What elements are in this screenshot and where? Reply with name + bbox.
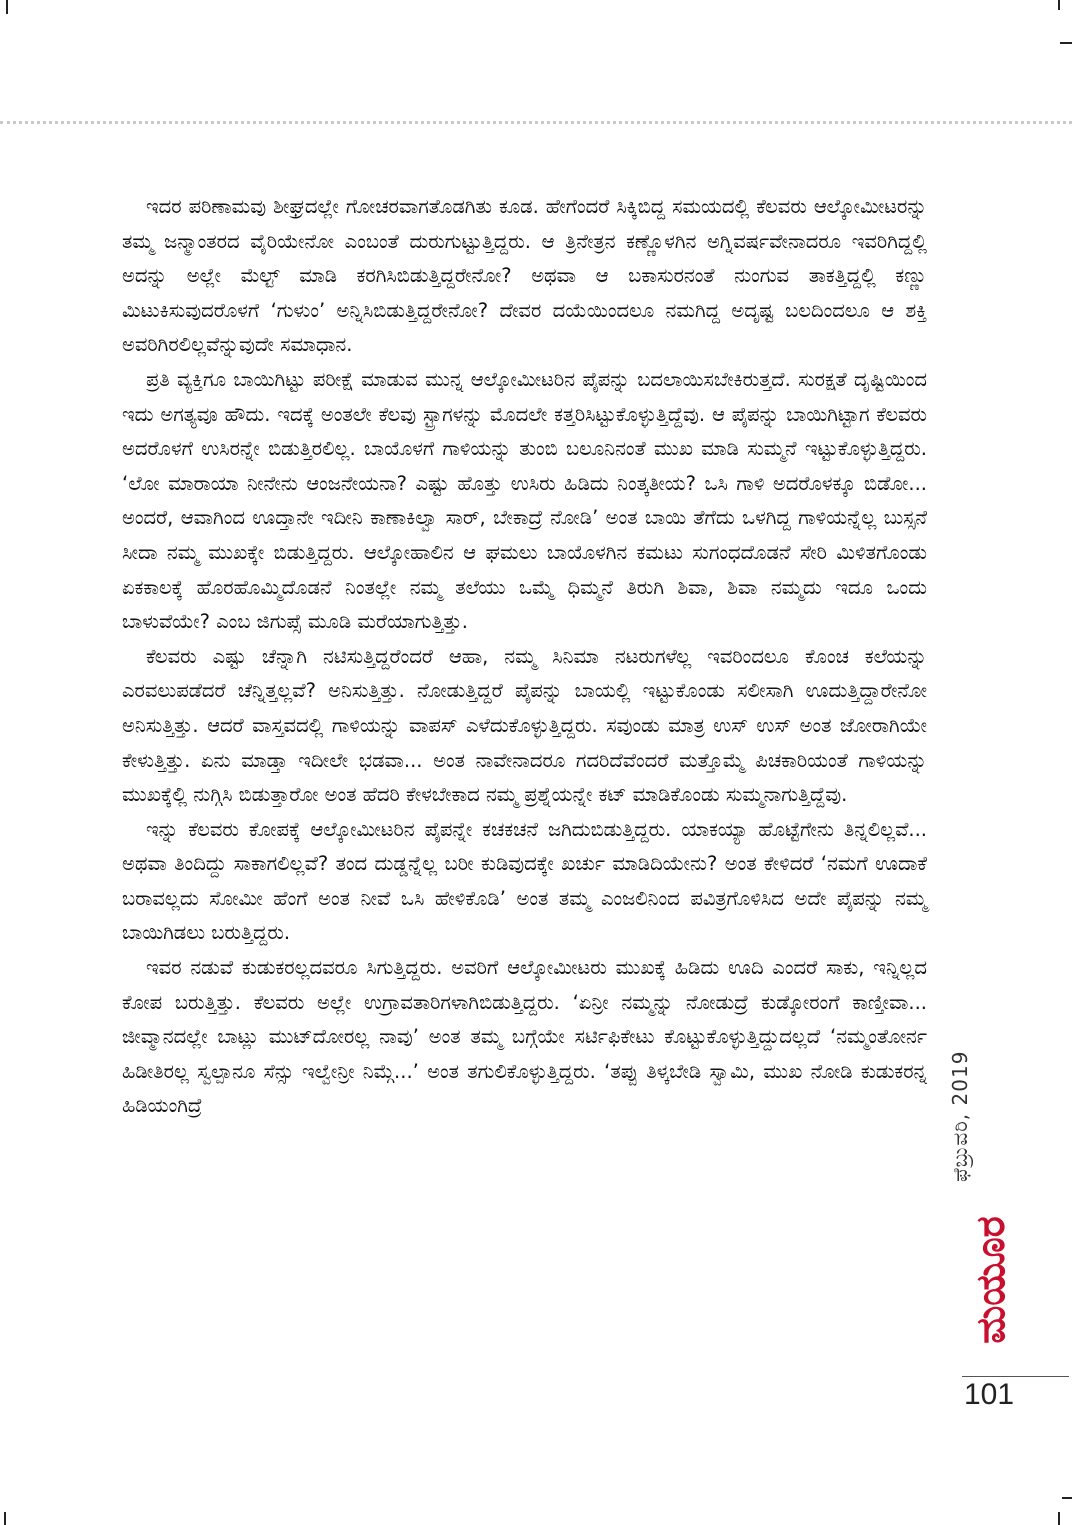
paragraph: ಕೆಲವರು ಎಷ್ಟು ಚೆನ್ನಾಗಿ ನಟಿಸುತ್ತಿದ್ದರೆಂದರೆ ಆಹಾ, ನಮ್ಮ ಸಿನಿಮಾ ನಟರುಗಳೆಲ್ಲ ಇವರಿಂದಲೂ ಕೊಂಚ ಕಲೆಯನ್ನು ಎರವಲುಪಡೆದರೆ ಚೆನ್ನಿತ್ತಲ್ಲವೆ? ಅನಿಸುತ್ತಿತ್ತು. ನೋಡುತ್ತಿದ್ದರೆ ಪೈಪನ್ನು ಬಾಯಲ್ಲಿ ಇಟ್ಟುಕೊಂಡು ಸಲೀಸಾಗಿ ಊದುತ್ತಿದ್ದಾರೇನೋ ಅನಿಸುತ್ತಿತ್ತು. ಆದರೆ ವಾಸ್ತವದಲ್ಲಿ ಗಾಳಿಯನ್ನು ವಾಪಸ್ ಎಳೆದುಕೊಳ್ಳುತ್ತಿದ್ದರು. ಸವುಂಡು ಮಾತ್ರ ಉಸ್ ಉಸ್ ಅಂತ ಜೋರಾಗಿಯೇ ಕೇಳುತ್ತಿತ್ತು. ಏನು ಮಾಡ್ತಾ ಇದೀಲೇ ಭಡವಾ... ಅಂತ ನಾವೇನಾದರೂ ಗದರಿದೆವೆಂದರೆ ಮತ್ತೊಮ್ಮೆ ಪಿಚಕಾರಿಯಂತೆ ಗಾಳಿಯನ್ನು ಮುಖಕ್ಕೆಲ್ಲಿ ನುಗ್ಗಿಸಿ ಬಿಡುತ್ತಾರೋ ಅಂತ ಹೆದರಿ ಕೇಳಬೇಕಾದ ನಮ್ಮ ಪ್ರಶ್ನೆಯನ್ನೇ ಕಟ್ ಮಾಡಿಕೊಂಡು ಸುಮ್ಮನಾಗುತ್ತಿದ್ದೆವು.	[122, 644, 927, 807]
crop-mark-right-lower	[1062, 1497, 1072, 1499]
page-number-rule	[962, 1376, 1069, 1377]
paragraph: ಪ್ರತಿ ವ್ಯಕ್ತಿಗೂ ಬಾಯಿಗಿಟ್ಟು ಪರೀಕ್ಷೆ ಮಾಡುವ ಮುನ್ನ ಆಲ್ಕೋಮೀಟರಿನ ಪೈಪನ್ನು ಬದಲಾಯಿಸಬೇಕಿರುತ್ತದೆ. ಸುರಕ್ಷತೆ ದೃಷ್ಟಿಯಿಂದ ಇದು ಅಗತ್ಯವೂ ಹೌದು. ಇದಕ್ಕೆ ಅಂತಲೇ ಕೆಲವು ಸ್ಟ್ರಾಗಳನ್ನು ಮೊದಲೇ ಕತ್ತರಿಸಿಟ್ಟುಕೊಳ್ಳುತ್ತಿದ್ದೆವು. ಆ ಪೈಪನ್ನು ಬಾಯಿಗಿಟ್ಟಾಗ ಕೆಲವರು ಅದರೊಳಗೆ ಉಸಿರನ್ನೇ ಬಿಡುತ್ತಿರಲಿಲ್ಲ. ಬಾಯೊಳಗೆ ಗಾಳಿಯನ್ನು ತುಂಬಿ ಬಲೂನಿನಂತೆ ಮುಖ ಮಾಡಿ ಸುಮ್ಮನೆ ಇಟ್ಟುಕೊಳ್ಳುತ್ತಿದ್ದರು. ‘ಲೋ ಮಾರಾಯಾ ನೀನೇನು ಆಂಜನೇಯನಾ? ಎಷ್ಟು ಹೊತ್ತು ಉಸಿರು ಹಿಡಿದು ನಿಂತ್ಕತೀಯ? ಒಸಿ ಗಾಳಿ ಅದರೊಳಕ್ಕೂ ಬಿಡೋ... ಅಂದರೆ, ಆವಾಗಿಂದ ಊದ್ತಾನೇ ಇದೀನಿ ಕಾಣಾಕಿಲ್ವಾ ಸಾರ್, ಬೇಕಾದ್ರೆ ನೋಡಿ’ ಅಂತ ಬಾಯಿ ತೆಗೆದು ಒಳಗಿದ್ದ ಗಾಳಿಯನ್ನೆಲ್ಲ ಬುಸ್ಸನೆ ಸೀದಾ ನಮ್ಮ ಮುಖಕ್ಕೇ ಬಿಡುತ್ತಿದ್ದರು. ಆಲ್ಕೋಹಾಲಿನ ಆ ಘಮಲು ಬಾಯೊಳಗಿನ ಕಮಟು ಸುಗಂಧದೊಡನೆ ಸೇರಿ ಮಿಳಿತಗೊಂಡು ಏಕಕಾಲಕ್ಕೆ ಹೊರಹೊಮ್ಮಿದೊಡನೆ ನಿಂತಲ್ಲೇ ನಮ್ಮ ತಲೆಯು ಒಮ್ಮೆ ಧಿಮ್ಮನೆ ತಿರುಗಿ ಶಿವಾ, ಶಿವಾ ನಮ್ಮದು ಇದೂ ಒಂದು ಬಾಳುವೆಯೇ? ಎಂಬ ಜಿಗುಪ್ಸೆ ಮೂಡಿ ಮರೆಯಾಗುತ್ತಿತ್ತು.	[122, 367, 927, 634]
page-number: 101	[964, 1378, 1015, 1411]
crop-mark-right-upper	[1060, 42, 1072, 44]
crop-mark-bottom-right	[1058, 1512, 1060, 1525]
crop-mark-top-left	[6, 0, 8, 14]
paragraph: ಇನ್ನು ಕೆಲವರು ಕೋಪಕ್ಕೆ ಆಲ್ಕೋಮೀಟರಿನ ಪೈಪನ್ನೇ ಕಚಕಚನೆ ಜಗಿದುಬಿಡುತ್ತಿದ್ದರು. ಯಾಕಯ್ಯಾ ಹೊಟ್ಟೆಗೇನು ತಿನ್ನಲಿಲ್ಲವೆ... ಅಥವಾ ತಿಂದಿದ್ದು ಸಾಕಾಗಲಿಲ್ಲವೆ? ತಂದ ದುಡ್ಡನ್ನೆಲ್ಲ ಬರೀ ಕುಡಿವುದಕ್ಕೇ ಖರ್ಚು ಮಾಡಿದಿಯೇನು? ಅಂತ ಕೇಳಿದರೆ ‘ನಮಗೆ ಊದಾಕೆ ಬರಾವಲ್ಲದು ಸೋಮೀ ಹೆಂಗೆ ಅಂತ ನೀವೆ ಒಸಿ ಹೇಳಿಕೊಡಿ’ ಅಂತ ತಮ್ಮ ಎಂಜಲಿನಿಂದ ಪವಿತ್ರಗೊಳಿಸಿದ ಅದೇ ಪೈಪನ್ನು ನಮ್ಮ ಬಾಯಿಗಿಡಲು ಬರುತ್ತಿದ್ದರು.	[122, 817, 927, 945]
header-dotted-rule	[0, 121, 1072, 124]
paragraph: ಇವರ ನಡುವೆ ಕುಡುಕರಲ್ಲದವರೂ ಸಿಗುತ್ತಿದ್ದರು. ಅವರಿಗೆ ಆಲ್ಕೋಮೀಟರು ಮುಖಕ್ಕೆ ಹಿಡಿದು ಊದಿ ಎಂದರೆ ಸಾಕು, ಇನ್ನಿಲ್ಲದ ಕೋಪ ಬರುತ್ತಿತ್ತು. ಕೆಲವರು ಅಲ್ಲೇ ಉಗ್ರಾವತಾರಿಗಳಾಗಿಬಿಡುತ್ತಿದ್ದರು. ‘ಏನ್ರೀ ನಮ್ಮನ್ನು ನೋಡುದ್ರೆ ಕುಡ್ಕೋರಂಗೆ ಕಾಣ್ತೀವಾ... ಜೀವ್ಮಾನದಲ್ಲೇ ಬಾಟ್ಲು ಮುಟ್‌ದೋರಲ್ಲ ನಾವು’ ಅಂತ ತಮ್ಮ ಬಗ್ಗೆಯೇ ಸರ್ಟಿಫಿಕೇಟು ಕೊಟ್ಟುಕೊಳ್ಳುತ್ತಿದ್ದುದಲ್ಲದೆ ‘ನಮ್ಮಂತೋರ್ನ ಹಿಡೀತಿರಲ್ಲ ಸ್ವಲ್ಪಾನೂ ಸೆನ್ಸು ಇಲ್ವೇನ್ರೀ ನಿಮ್ಗೆ...’ ಅಂತ ತಗುಲಿಕೊಳ್ಳುತ್ತಿದ್ದರು. ‘ತಪ್ಪು ತಿಳ್ಕಬೇಡಿ ಸ್ವಾಮಿ, ಮುಖ ನೋಡಿ ಕುಡುಕರನ್ನ ಹಿಡಿಯಂಗಿದ್ರೆ	[122, 956, 927, 1118]
crop-mark-top-right	[1058, 0, 1060, 10]
issue-date: ಫೆಬ್ರುವರಿ, 2019	[948, 1050, 972, 1182]
magazine-logo	[960, 1200, 1016, 1360]
crop-mark-bottom-left	[4, 1512, 6, 1525]
magazine-logo-text: ಮಯೂರ	[968, 1216, 1014, 1344]
paragraph: ಇದರ ಪರಿಣಾಮವು ಶೀಘ್ರದಲ್ಲೇ ಗೋಚರವಾಗತೊಡಗಿತು ಕೂಡ. ಹೇಗೆಂದರೆ ಸಿಕ್ಕಿಬಿದ್ದ ಸಮಯದಲ್ಲಿ ಕೆಲವರು ಆಲ್ಕೋಮೀಟರನ್ನು ತಮ್ಮ ಜನ್ಮಾಂತರದ ವೈರಿಯೇನೋ ಎಂಬಂತೆ ದುರುಗುಟ್ಟುತ್ತಿದ್ದರು. ಆ ತ್ರಿನೇತ್ರನ ಕಣ್ಣೊಳಗಿನ ಅಗ್ನಿವರ್ಷವೇನಾದರೂ ಇವರಿಗಿದ್ದಲ್ಲಿ ಅದನ್ನು ಅಲ್ಲೇ ಮೆಲ್ಟ್ ಮಾಡಿ ಕರಗಿಸಿಬಿಡುತ್ತಿದ್ದರೇನೋ? ಅಥವಾ ಆ ಬಕಾಸುರನಂತೆ ನುಂಗುವ ತಾಕತ್ತಿದ್ದಲ್ಲಿ ಕಣ್ಣು ಮಿಟುಕಿಸುವುದರೊಳಗೆ ‘ಗುಳುಂ’ ಅನ್ನಿಸಿಬಿಡುತ್ತಿದ್ದರೇನೋ? ದೇವರ ದಯೆಯಿಂದಲೂ ನಮಗಿದ್ದ ಅದೃಷ್ಟ ಬಲದಿಂದಲೂ ಆ ಶಕ್ತಿ ಅವರಿಗಿರಲಿಲ್ಲವೆನ್ನುವುದೇ ಸಮಾಧಾನ.	[122, 195, 927, 357]
article-body	[122, 190, 927, 1124]
